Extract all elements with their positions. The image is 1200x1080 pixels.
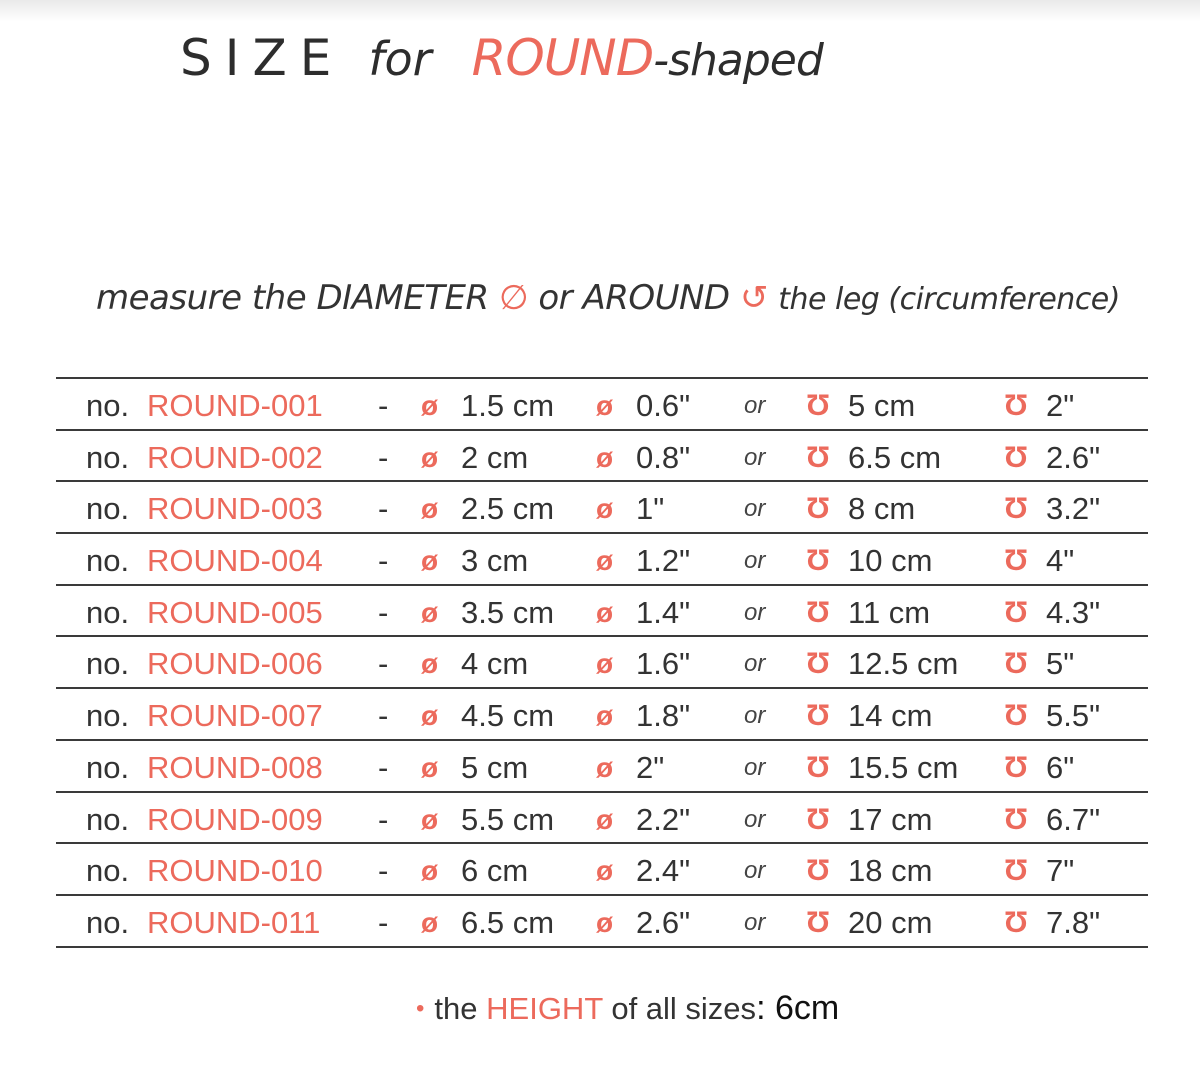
row-or: or <box>744 392 766 419</box>
row-or: or <box>744 908 766 936</box>
diameter-icon: ø <box>596 596 614 628</box>
table-row <box>56 741 1148 793</box>
row-code: ROUND-006 <box>147 646 323 682</box>
page-title <box>180 28 823 91</box>
row-code: ROUND-010 <box>147 853 323 889</box>
row-code: ROUND-008 <box>147 749 323 785</box>
diameter-icon: ø <box>421 648 439 680</box>
diameter-icon: ø <box>421 545 439 577</box>
table-row <box>56 482 1148 534</box>
circumference-icon: Ʊ <box>1004 854 1029 888</box>
circumference-icon: Ʊ <box>806 544 831 578</box>
row-diameter-in: 1.6" <box>636 646 691 682</box>
row-circ-cm: 12.5 cm <box>848 646 959 682</box>
row-circ-in: 6.7" <box>1046 801 1101 837</box>
row-diameter-in: 0.8" <box>636 439 691 475</box>
row-dash: - <box>378 853 389 889</box>
row-circ-cm: 6.5 cm <box>848 439 942 475</box>
measure-part2: the leg (circumference) <box>778 282 1120 317</box>
row-dash: - <box>378 698 389 734</box>
row-diameter-cm: 2 cm <box>461 439 529 475</box>
row-dash: - <box>378 646 389 682</box>
note-height: HEIGHT <box>486 991 603 1026</box>
row-diameter-in: 1.4" <box>636 594 691 630</box>
note-prefix: the <box>434 991 478 1026</box>
row-dash: - <box>378 594 389 630</box>
row-or: or <box>744 495 766 523</box>
row-prefix: no. <box>86 698 130 734</box>
row-circ-in: 4" <box>1046 543 1075 579</box>
row-or: or <box>744 598 766 626</box>
row-prefix: no. <box>86 491 130 527</box>
table-row <box>56 586 1148 638</box>
row-diameter-in: 1.2" <box>636 543 691 579</box>
bullet-icon: • <box>416 995 425 1022</box>
title-round: ROUND <box>471 29 654 87</box>
diameter-icon: ø <box>421 855 439 887</box>
row-prefix: no. <box>86 439 130 475</box>
row-prefix: no. <box>86 904 130 940</box>
row-diameter-in: 2" <box>636 749 665 785</box>
row-dash: - <box>378 388 389 423</box>
circumference-icon: Ʊ <box>1004 699 1029 733</box>
measure-or: or <box>538 278 573 318</box>
row-prefix: no. <box>86 853 130 889</box>
diameter-icon: ø <box>596 648 614 680</box>
row-circ-cm: 14 cm <box>848 698 933 734</box>
row-circ-cm: 5 cm <box>848 388 916 423</box>
row-or: or <box>744 650 766 678</box>
row-circ-cm: 10 cm <box>848 543 933 579</box>
row-diameter-cm: 6 cm <box>461 853 529 889</box>
row-prefix: no. <box>86 801 130 837</box>
row-prefix: no. <box>86 388 130 423</box>
note-value: : 6cm <box>756 989 840 1027</box>
row-circ-cm: 11 cm <box>848 594 931 630</box>
row-circ-cm: 18 cm <box>848 853 933 889</box>
circumference-icon: Ʊ <box>806 699 831 733</box>
diameter-icon: ø <box>421 493 439 525</box>
circumference-icon: Ʊ <box>806 440 831 474</box>
row-code: ROUND-011 <box>147 904 321 940</box>
measure-diameter: DIAMETER <box>316 278 489 318</box>
row-code: ROUND-001 <box>147 388 323 423</box>
circumference-icon: Ʊ <box>1004 440 1029 474</box>
table-row <box>56 793 1148 845</box>
row-code: ROUND-009 <box>147 801 323 837</box>
row-diameter-cm: 4 cm <box>461 646 529 682</box>
title-size: SIZE <box>180 29 345 87</box>
table-rows <box>56 379 1148 948</box>
diameter-icon: ø <box>596 700 614 732</box>
circumference-icon: Ʊ <box>806 492 831 526</box>
row-circ-in: 6" <box>1046 749 1075 785</box>
row-dash: - <box>378 749 389 785</box>
row-or: or <box>744 857 766 885</box>
table-row <box>56 844 1148 896</box>
diameter-icon: ∅ <box>498 278 529 318</box>
circumference-icon: Ʊ <box>1004 389 1029 422</box>
row-diameter-cm: 3.5 cm <box>461 594 555 630</box>
row-diameter-cm: 3 cm <box>461 543 529 579</box>
note-suffix: of all sizes <box>611 991 757 1026</box>
diameter-icon: ø <box>596 493 614 525</box>
row-diameter-cm: 5.5 cm <box>461 801 555 837</box>
row-circ-in: 5" <box>1046 646 1075 682</box>
circumference-icon: Ʊ <box>806 905 831 939</box>
row-or: or <box>744 753 766 781</box>
diameter-icon: ø <box>596 803 614 835</box>
row-circ-in: 5.5" <box>1046 698 1101 734</box>
circumference-icon: Ʊ <box>806 750 831 784</box>
table-row <box>56 534 1148 586</box>
row-circ-cm: 8 cm <box>848 491 916 527</box>
diameter-icon: ø <box>596 751 614 783</box>
row-diameter-cm: 6.5 cm <box>461 904 555 940</box>
circumference-icon: ↺ <box>739 278 768 318</box>
row-circ-cm: 17 cm <box>848 801 933 837</box>
circumference-icon: Ʊ <box>1004 595 1029 629</box>
row-dash: - <box>378 439 389 475</box>
row-code: ROUND-002 <box>147 439 323 475</box>
row-diameter-in: 1.8" <box>636 698 691 734</box>
row-circ-in: 2" <box>1046 388 1075 423</box>
circumference-icon: Ʊ <box>1004 750 1029 784</box>
row-circ-in: 2.6" <box>1046 439 1101 475</box>
row-or: or <box>744 547 766 575</box>
row-code: ROUND-005 <box>147 594 323 630</box>
circumference-icon: Ʊ <box>806 802 831 836</box>
row-dash: - <box>378 801 389 837</box>
row-diameter-in: 0.6" <box>636 388 691 423</box>
diameter-icon: ø <box>596 855 614 887</box>
row-code: ROUND-003 <box>147 491 323 527</box>
size-table <box>56 377 1148 948</box>
row-circ-cm: 15.5 cm <box>848 749 959 785</box>
diameter-icon: ø <box>596 441 614 473</box>
row-circ-cm: 20 cm <box>848 904 933 940</box>
circumference-icon: Ʊ <box>806 647 831 681</box>
circumference-icon: Ʊ <box>1004 647 1029 681</box>
row-prefix: no. <box>86 594 130 630</box>
diameter-icon: ø <box>421 803 439 835</box>
measure-instructions <box>96 272 1120 326</box>
measure-part1: measure the <box>96 278 307 318</box>
circumference-icon: Ʊ <box>806 854 831 888</box>
diameter-icon: ø <box>596 906 614 938</box>
row-diameter-cm: 2.5 cm <box>461 491 555 527</box>
row-prefix: no. <box>86 749 130 785</box>
row-prefix: no. <box>86 543 130 579</box>
row-diameter-in: 2.2" <box>636 801 691 837</box>
diameter-icon: ø <box>421 751 439 783</box>
row-circ-in: 4.3" <box>1046 594 1101 630</box>
row-code: ROUND-004 <box>147 543 323 579</box>
row-diameter-cm: 1.5 cm <box>461 388 555 423</box>
circumference-icon: Ʊ <box>806 389 831 422</box>
row-circ-in: 7.8" <box>1046 904 1101 940</box>
circumference-icon: Ʊ <box>806 595 831 629</box>
row-diameter-in: 1" <box>636 491 665 527</box>
row-dash: - <box>378 543 389 579</box>
title-shaped: -shaped <box>653 35 823 86</box>
row-circ-in: 7" <box>1046 853 1075 889</box>
row-code: ROUND-007 <box>147 698 323 734</box>
row-diameter-in: 2.6" <box>636 904 691 940</box>
table-row <box>56 896 1148 948</box>
row-diameter-cm: 4.5 cm <box>461 698 555 734</box>
diameter-icon: ø <box>421 390 439 421</box>
circumference-icon: Ʊ <box>1004 802 1029 836</box>
diameter-icon: ø <box>421 441 439 473</box>
row-circ-in: 3.2" <box>1046 491 1101 527</box>
circumference-icon: Ʊ <box>1004 492 1029 526</box>
circumference-icon: Ʊ <box>1004 905 1029 939</box>
measure-around: AROUND <box>582 278 730 318</box>
table-row <box>56 431 1148 483</box>
table-row <box>56 637 1148 689</box>
table-row <box>56 689 1148 741</box>
row-or: or <box>744 443 766 471</box>
row-dash: - <box>378 904 389 940</box>
diameter-icon: ø <box>421 700 439 732</box>
row-or: or <box>744 805 766 833</box>
diameter-icon: ø <box>596 545 614 577</box>
row-prefix: no. <box>86 646 130 682</box>
top-shade <box>0 0 1200 22</box>
table-row <box>56 379 1148 431</box>
diameter-icon: ø <box>421 906 439 938</box>
row-diameter-in: 2.4" <box>636 853 691 889</box>
title-for: for <box>368 32 432 86</box>
row-dash: - <box>378 491 389 527</box>
diameter-icon: ø <box>596 390 614 421</box>
height-note <box>416 986 839 1034</box>
row-or: or <box>744 702 766 730</box>
diameter-icon: ø <box>421 596 439 628</box>
row-diameter-cm: 5 cm <box>461 749 529 785</box>
circumference-icon: Ʊ <box>1004 544 1029 578</box>
